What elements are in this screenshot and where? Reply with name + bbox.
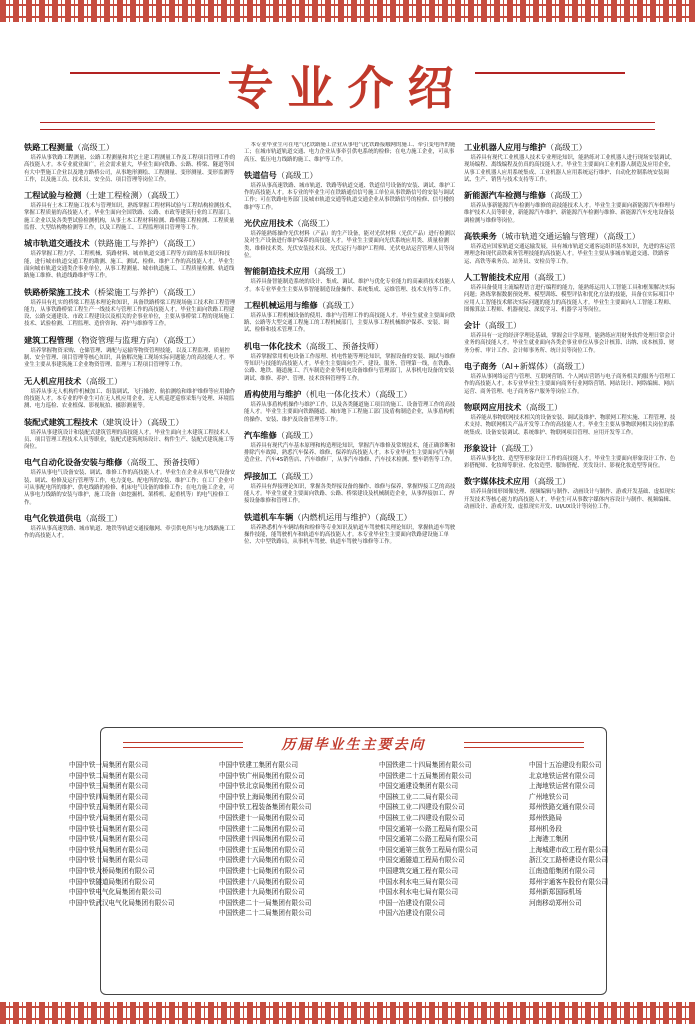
program-item: [24, 287, 236, 329]
program-level: （高级工）: [545, 190, 587, 201]
program-item: [244, 471, 456, 506]
employer-name: 中国中铁大桥局集团有限公司: [69, 866, 155, 875]
program-heading: [24, 513, 236, 524]
employer-name: 中国中铁工程装备集团有限公司: [219, 803, 312, 812]
program-heading: [464, 142, 676, 153]
program-heading: [24, 287, 236, 298]
program-level: （桥梁施工与养护）（高级工）: [89, 286, 201, 297]
employer-name: 中国核工业二四建设有限公司: [379, 803, 465, 812]
employer-name: 中国一冶建设有限公司: [379, 898, 445, 907]
title-ornament-left: [70, 72, 220, 74]
program-description: 培养能从事物联网技术相关的设备安装、调试及维护、物联网工程实施、工程管理、技术支持、物联网相关产品开发等工作的高技能人才。毕业生主要从事物联网相关岗位的系统集成、设备安装调试、系统维护、物联网项目管理、应用开发等工作。: [464, 414, 676, 436]
employer-name: 中国中铁五局集团有限公司: [69, 803, 149, 812]
program-name: 工程机械运用与维修: [244, 299, 318, 310]
program-name: 数字媒体技术应用: [464, 476, 530, 487]
program-item: [24, 335, 236, 370]
program-name: 电气化铁道供电: [24, 512, 82, 523]
program-item: [244, 389, 456, 424]
employer-name: 中国铁建十二局集团有限公司: [219, 824, 305, 833]
employer-name: 中国中铁九局集团有限公司: [69, 845, 149, 854]
employer-name: 中国中铁七局集团有限公司: [69, 824, 149, 833]
program-description: 培养从事电气设备安装、调试、维修工作的高技能人才。毕业生在企业从事电气设备安装、调试、检修及运行管理等工作，电力变电、配电所的安装、维护工作；在工厂企业中可从事配电所的维护、供电线路的检修、机床电气设备的维修工作；在电力施工企业，可从事电力线路的安装与维护，施工设备（如挖掘机、架桥机、起重机等）的电气检修工作。: [24, 470, 236, 506]
program-name: 铁道机车车辆: [244, 511, 294, 522]
employer-name: 郑州铁路交通有限公司: [529, 803, 595, 812]
employer-name: 中国中铁八局集团有限公司: [69, 835, 149, 844]
employer-name: 中国铁建十九局集团有限公司: [219, 888, 305, 897]
employer-name: 中国交通隧道工程局有限公司: [379, 856, 465, 865]
program-item: [24, 142, 236, 184]
program-item: [464, 320, 676, 355]
program-heading: [464, 231, 676, 242]
program-item: [24, 457, 236, 506]
employer-name: 中国中铁建工集团有限公司: [219, 761, 299, 769]
program-description: 培养具备图形图像处理、视频编辑与制作、动画设计与制作、游戏开发基础、虚拟现实开发技术等核心能力的高技能人才。毕业生可从事数字媒体内容设计与制作、视频编辑、动画设计、游戏开发、虚拟现实开发、UI/UX设计等岗位工作。: [464, 489, 676, 511]
employer-name: 中国中铁三局集团有限公司: [69, 782, 149, 791]
program-name: 人工智能技术应用: [464, 271, 530, 282]
employer-name: 中国中铁四局集团有限公司: [69, 792, 149, 801]
program-heading: [464, 476, 676, 487]
program-item: [464, 476, 676, 511]
program-heading: [244, 389, 456, 400]
program-heading: [244, 170, 456, 181]
program-heading: [244, 218, 456, 229]
program-item: [464, 142, 676, 184]
program-name: 高铁乘务: [464, 231, 497, 242]
employer-name: 中国铁建十六局集团有限公司: [219, 856, 305, 865]
program-heading: [464, 361, 676, 372]
program-level: （高级工）: [496, 442, 538, 453]
employer-name: 中国中铁广州局集团有限公司: [219, 771, 305, 780]
employer-name: 中国中铁北京局集团有限公司: [219, 782, 305, 791]
program-heading: [244, 300, 456, 311]
program-item: [464, 190, 676, 225]
employer-name: 中国建筑交通工程有限公司: [379, 866, 459, 875]
program-level: （高级工）: [81, 375, 123, 386]
program-column-right: [464, 142, 676, 714]
program-level: （高级工、预备技师）: [122, 457, 205, 468]
program-heading: [244, 471, 456, 482]
program-description: 培养从事工程机械设备的使用、维护与管理工作的高技能人才。毕业生就业主要面向铁路、公路等大型交通工程施工的工程机械部门，主要从事工程机械维护保养、安装、调试、检修和技术管理工作。: [244, 312, 456, 334]
bottom-border: [0, 1002, 695, 1024]
program-item: [464, 443, 676, 471]
graduates-ornament-right: [464, 742, 584, 748]
employer-name: 浙江交工路桥建设有限公司: [529, 856, 609, 865]
graduates-column: [69, 760, 219, 919]
program-name: 智能制造技术应用: [244, 266, 310, 277]
employer-name: 中国核工业二四建设有限公司: [379, 813, 465, 822]
program-level: （高级工）: [276, 470, 318, 481]
employer-name: 中国交通第二公路工程局有限公司: [379, 835, 478, 844]
program-description: 培养掌握物资采购、仓储管理、调配与运输等物资管理技能，以及工程监理、质量控制、安全管理、项目管理等核心知识，具备解决施工现场实际问题能力的高技能人才。毕业生主要从事建筑施工企业物资管理、监理与工程项目管理等工作。: [24, 347, 235, 369]
program-description: 培养掌握工程力学、工程机械、筑路材料、城市轨道交通工程等方面的基本知识和技能，进行城市轨道交通工程的勘测、施工、测试、检修、维护工作的高技能人才。毕业生面向城市轨道交通类企事业单位，从事工程测量、城市轨道施工、工程质量检测、轨道线路施工维修、轨道线路维护等工作。: [24, 251, 235, 280]
employer-name: 郑州铁路局: [529, 813, 562, 822]
program-heading: [24, 417, 236, 428]
program-item: [464, 361, 676, 396]
program-item: [24, 376, 236, 411]
employer-name: 上海城建市政工程有限公司: [529, 845, 609, 854]
employer-name: 中国铁建二十二局集团有限公司: [219, 909, 312, 918]
program-columns: [24, 142, 676, 714]
program-heading: [244, 430, 456, 441]
title-ornament-right: [475, 72, 625, 74]
program-item: [24, 238, 236, 280]
program-item: [464, 402, 676, 437]
employer-name: 中国铁建二十五局集团有限公司: [379, 771, 472, 780]
program-heading: [464, 320, 676, 331]
program-name: 盾构使用与维护: [244, 388, 302, 399]
program-name: 形象设计: [464, 442, 497, 453]
top-border: [0, 0, 695, 22]
employer-name: 中国中铁武汉电气化局集团有限公司: [69, 898, 175, 907]
employer-name: 广州地铁公司: [529, 792, 569, 801]
graduates-column: [219, 760, 379, 919]
program-item: [464, 272, 676, 314]
employer-name: 中国铁建二十一局集团有限公司: [219, 898, 312, 907]
program-description: 培养掌握常用机电设备工作原理、机电性能等理论知识，掌握设备的安装、调试与维修等知识与技能的高技能人才。毕业生主要面向生产、建设、服务、管理第一线，在铁路、公路、地铁、隧道施工、汽车制造企业等机电设备维修与管理部门，从事机电设备的安装调试、维修、养护、管理、技术资料管理等工作。: [244, 353, 456, 382]
employer-name: 中国水利水电三局有限公司: [379, 877, 459, 886]
employer-name: 中国中铁十局集团有限公司: [69, 856, 149, 865]
program-level: （高级工）: [309, 266, 351, 277]
program-description: 培养具有焊接理论知识，掌握各类焊接设备的操作、维修与保养，掌握焊接工艺的高技能人才。毕业生就业主要面向铁路、公路、桥梁建设及机械制造企业，从事焊接加工、焊接设备维修和管理工作。: [244, 483, 456, 505]
program-description: 培养从事盾构机操作与维护工作，以及各类隧道施工项目的施工、设备管理工作的高技能人才。毕业生主要面向铁路隧道、城市地下工程施工部门及盾构制造企业，从事盾构机的操作、安装、维护及设备管理等工作。: [244, 401, 456, 423]
program-name: 汽车维修: [244, 429, 277, 440]
program-item: [24, 513, 236, 541]
program-level: （高级工）: [529, 271, 571, 282]
program-level: （城市轨道交通运输与管理）（高级工）: [496, 231, 641, 242]
title-banner: [40, 44, 655, 134]
program-level: （高级工）: [276, 169, 318, 180]
employer-name: 中国铁建十一局集团有限公司: [219, 813, 305, 822]
program-name: 装配式建筑工程技术: [24, 416, 98, 427]
program-item: [464, 231, 676, 266]
program-description: 培养从事新能源汽车检测与维修的高技能技术人才。毕业生主要面向新能源汽车修理与维护技术人员等职业，新能源汽车维护、新能源汽车检测与维修、新能源汽车充电设备装调检测与维修等岗位。: [464, 203, 676, 224]
employer-name: 中国交通第一公路工程局有限公司: [379, 824, 478, 833]
program-description: 培养具有土木工程施工技术与管理知识，熟练掌握工程材料试验与工程结构检测技术，掌握工程质量的高技能人才。毕业生面向全国铁路、公路、市政等建筑行业的工程部门、施工企业以及各类型试验检测机构，从事土木工程材料检测、路桥隧工程检测、工程质量监督、大型结构物检测等工作，以及工程施工、工程监理项目管理等工作。: [24, 203, 236, 232]
program-heading: [24, 142, 236, 153]
program-item: [244, 512, 456, 547]
employer-name: 中国水利水电七局有限公司: [379, 888, 459, 897]
program-level: （AI+新媒体）（高级工）: [496, 361, 590, 372]
program-level: （铁路施工与养护）（高级工）: [89, 238, 201, 249]
program-name: 焊接加工: [244, 470, 277, 481]
program-level: （土建工程检测）（高级工）: [81, 190, 184, 201]
page-title: 专业介绍: [227, 61, 468, 115]
program-level: （高级工）: [276, 429, 318, 440]
program-level: （高级工）: [545, 142, 587, 152]
employer-name: 北京地铁运营有限公司: [529, 771, 595, 780]
employer-name: 中国铁建十七局集团有限公司: [219, 866, 305, 875]
employer-name: 郑州机务段: [529, 824, 562, 833]
program-name: 光伏应用技术: [244, 218, 294, 229]
graduates-column: [379, 760, 529, 919]
program-name: 工业机器人应用与维护: [464, 142, 546, 152]
program-description: 培养从事化妆、造型等形象设计工作的高技能人才。毕业生主要面向形象设计工作、色彩搭配师、化妆师等职业、化妆造型、服饰搭配、美发设计、影视化妆造型等岗位。: [464, 455, 676, 470]
program-name: 新能源汽车检测与维修: [464, 190, 546, 201]
program-description: 培养具备智能制造系统的设计、集成、调试、维护与优化专业能力的高素质技术技能人才。本专业毕业生主要从事智能制造设备操作、系统集成、运维管理、技术支持等工作。: [244, 279, 456, 293]
program-item: [244, 341, 456, 383]
program-name: 电气自动化设备安装与维修: [24, 457, 123, 468]
program-level: （物资管理与监理方向）（高级工）: [73, 334, 201, 345]
program-item: [24, 190, 236, 232]
program-heading: [244, 341, 456, 352]
employer-name: 江南造船集团有限公司: [529, 866, 595, 875]
program-name: 会计: [464, 320, 481, 331]
program-description: 培养从事高速铁路、城市轨道、地铁等轨道交通接触网、牵引供电所与电力线路施工工作的高技能人才。: [24, 525, 236, 540]
program-heading: [244, 512, 456, 523]
program-description: 培养能熟练操作光伏材料（产品）的生产设备，能对光伏材料（光伏产品）进行检测以及对生产设备进行维护保养的高技能人才。毕业生主要面向光伏系统应用类、质量检测类、维修技术类、光伏安装技术员、光伏运行与维护工程师、光伏电站运营管理人员等岗位。: [244, 231, 456, 259]
program-name: 无人机应用技术: [24, 375, 82, 386]
employer-name: 中国中铁二局集团有限公司: [69, 771, 149, 780]
program-description: 培养从事高速铁路、城市轨道、铁路等轨道交通、铁道信号设备的安装、调试、维护工作的高技能人才。本专业的毕业生可在铁路通信信号施工单位从事铁路信号的安装与调试工作；可在铁路电务部门及城市轨道交通等轨道交通企业从事铁路信号的检修、信号楼的维护等工作。: [244, 182, 456, 211]
program-heading: [24, 238, 236, 249]
employer-name: 中国铁建十四局集团有限公司: [219, 835, 305, 844]
employer-name: 中国中铁一局集团有限公司: [69, 761, 149, 769]
program-description: 本专业毕业生可在电气化铁路施工企业从事电气化铁路接触网的施工、牵引变电所的施工；在城市轨道轨道交通、电力企业从事牵引供电系统的检修；在电力施工企业，可从事高压、低压电力线路的施工、维护等工作。: [244, 142, 456, 163]
program-description: 培养适应国家轨道交通运输发展，具有城市轨道交通客运组织基本知识，先进的客运管理理念和现代高铁乘务管理技能的高技能人才。毕业生主要从事城市轨道交通、铁路客运、高铁等乘务员、站务员、安检员等工作。: [464, 244, 676, 265]
program-level: （高级工）: [73, 142, 115, 152]
employer-name: 中国中铁电气化局集团有限公司: [69, 888, 162, 897]
program-heading: [24, 457, 236, 468]
program-column-left: [24, 142, 236, 714]
program-description: 培养具备使用主流编程语言进行编程的能力，能熟练运用人工智能工具和框架解决实际问题；熟练掌握数据预处理、模型训练、模型评估和优化方法的技能，具备在实际项目中应用人工智能技术解决实际问题的能力的高技能人才。毕业生主要面向人工智能工程师、图像算法工程师、机器视觉、深度学习、机器学习等岗位。: [464, 284, 676, 313]
employer-name: 郑州宇通客车股份有限公司: [529, 877, 609, 886]
employer-name: 中国铁建十五局集团有限公司: [219, 845, 305, 854]
program-description: 培养具有现代汽车基本原理和构造理论知识，掌握汽车维修及常规技术，能正确诊断和排除汽车故障，熟悉汽车保养、维修、保养的高技能人才。本专业毕业生主要面向汽车制造企业、汽车4S销售店、汽车维修厂，从事汽车维修、汽车技术检测、整车销售等工作。: [244, 442, 456, 464]
program-description: 培养熟悉机车车辆结构和检修等专业知识及轨道车驾驶相关理论知识，掌握轨道车驾驶操作技能，能驾驶机车和轨道车的高技能人才。本专业毕业生主要面向铁路建设施工单位、大中型铁路局，从事机车驾驶、轨道车驾驶与维修等工作。: [244, 524, 456, 546]
graduates-panel: [69, 727, 609, 995]
program-level: （高级工、预备技师）: [301, 340, 384, 351]
title-underline: [40, 122, 655, 130]
program-name: 电子商务: [464, 361, 497, 372]
program-level: （高级工）: [81, 512, 123, 523]
graduates-grid: [69, 760, 639, 919]
program-heading: [464, 402, 676, 413]
program-level: （内燃机运用与维护）（高级工）: [293, 511, 412, 522]
employer-name: 中国核工业二二局有限公司: [379, 792, 459, 801]
program-description: 培养从事铁路工程测量、公路工程测量和其它土建工程测量工作及工程项目管理工作的高技能人才。本专业就业面广，社会需求量大，毕业生面向铁路、公路、桥梁、隧道等国有大中型施工企业以及地方路桥公司，从事地形测绘、工程测量、变形测量、变形监测等工作，以及施工员、技术员、安全员、项目管理等岗位工作。: [24, 155, 236, 183]
graduates-title: 历届毕业生主要去向: [281, 737, 426, 753]
program-description: 培养从事建筑设计和装配式建筑管理的高技能人才。毕业生面向土木建筑工程技术人员、项目管理工程技术人员等职业，装配式建筑现场设计、构件生产、装配式建筑施工等岗位。: [24, 429, 235, 451]
program-item: [244, 430, 456, 465]
program-description: 培养从事网络运营与管理、互联网营销、个人网店营销与电子商务相关的服务与管理工作的高技能人才。本专业毕业生主要面向商务行业网络营销、网站设计、网络编辑、网店运营、商务管理、电子商务客户服务等岗位工作。: [464, 374, 676, 395]
program-item: [244, 142, 456, 164]
program-heading: [464, 190, 676, 201]
program-heading: [24, 376, 236, 387]
employer-name: 中国铁建十八局集团有限公司: [219, 877, 305, 886]
employer-name: 上海港工集团: [529, 835, 569, 844]
program-item: [244, 300, 456, 335]
program-heading: [24, 190, 236, 201]
program-name: 铁路工程测量: [24, 142, 74, 152]
employer-name: 中国中铁上海局集团有限公司: [219, 792, 305, 801]
program-description: 培养具有现代工业机器人技术专业理论知识，能熟练对工业机器人进行现场安装调试、现场编程、离线编程及仿真的高技能人才。毕业生主要面向工业机器人制造及应用企业，从事工业机器人应用系统集成、工业机器人应用系统运行维护、自动化控制系统安装调试、生产、销售与技术支持等工作。: [464, 155, 676, 183]
program-level: （建筑设计）（高级工）: [97, 416, 184, 427]
employer-name: 中国十五冶建设有限公司: [529, 761, 602, 769]
program-level: （高级工）: [529, 476, 571, 487]
program-column-middle: [244, 142, 456, 714]
program-description: 培养具有一定的经济学理论基础，掌握会计学原理，能熟练应用财务软件处理日常会计业务的高技能人才。毕业生就业面向各类企事业单位从事会计核算、出纳、成本核算、财务分析、审计工作、会计师事务所、统计员等岗位工作。: [464, 333, 676, 354]
program-name: 建筑工程管理: [24, 334, 74, 345]
program-name: 机电一体化技术: [244, 340, 302, 351]
employer-name: 上海地铁运营有限公司: [529, 782, 595, 791]
employer-name: 中国交通建设集团有限公司: [379, 782, 459, 791]
program-name: 铁路桥梁施工技术: [24, 286, 90, 297]
employer-name: 郑州新郑国际机场: [529, 888, 582, 897]
program-description: 培养具有扎实的桥梁工程基本理论和知识，具备铁路桥梁工程现场施工技术和工程管理能力，从事铁路桥梁工程生产一线技术与管理工作的高技能人才。毕业生面向铁路工程建设、公路交通建设、市政工程建设以及相关的企事业单位，主要从事桥梁工程的现场施工技术、试验检测、工程监理、造价咨询、养护与维修等工作。: [24, 299, 236, 328]
program-heading: [24, 335, 236, 346]
program-heading: [244, 266, 456, 277]
program-level: （机电一体化技术）（高级工）: [301, 388, 412, 399]
program-name: 铁道信号: [244, 169, 277, 180]
employer-name: 中国六冶建设有限公司: [379, 909, 445, 918]
program-item: [244, 170, 456, 212]
program-name: 城市轨道交通技术: [24, 238, 90, 249]
employer-name: 中国铁建二十四局集团有限公司: [379, 761, 472, 769]
employer-name: 中国交通第三航务工程局有限公司: [379, 845, 478, 854]
program-heading: [464, 443, 676, 454]
program-item: [24, 417, 236, 452]
program-name: 工程试验与检测: [24, 190, 82, 201]
employer-name: 中国中铁隧道局集团有限公司: [69, 877, 155, 886]
employer-name: 中国中铁六局集团有限公司: [69, 813, 149, 822]
employer-name: 河南移动郑州公司: [529, 898, 582, 907]
graduates-column: [529, 760, 639, 919]
program-level: （高级工）: [521, 401, 563, 412]
program-name: 物联网应用技术: [464, 401, 522, 412]
program-description: 培养从事无人机构件机械加工、组装调试、飞行操控、航拍测绘和维护维修等应用操作的技能人才。本专业的毕业生可在无人机应用企业、无人机巡逻巡察采集与处理、环境监测、电力巡检、农业植保、影视航拍、摄影测量等。: [24, 388, 236, 410]
program-item: [244, 266, 456, 294]
program-heading: [464, 272, 676, 283]
program-item: [244, 218, 456, 260]
program-level: （高级工）: [480, 320, 522, 331]
program-level: （高级工）: [293, 218, 335, 229]
program-level: （高级工）: [317, 299, 359, 310]
